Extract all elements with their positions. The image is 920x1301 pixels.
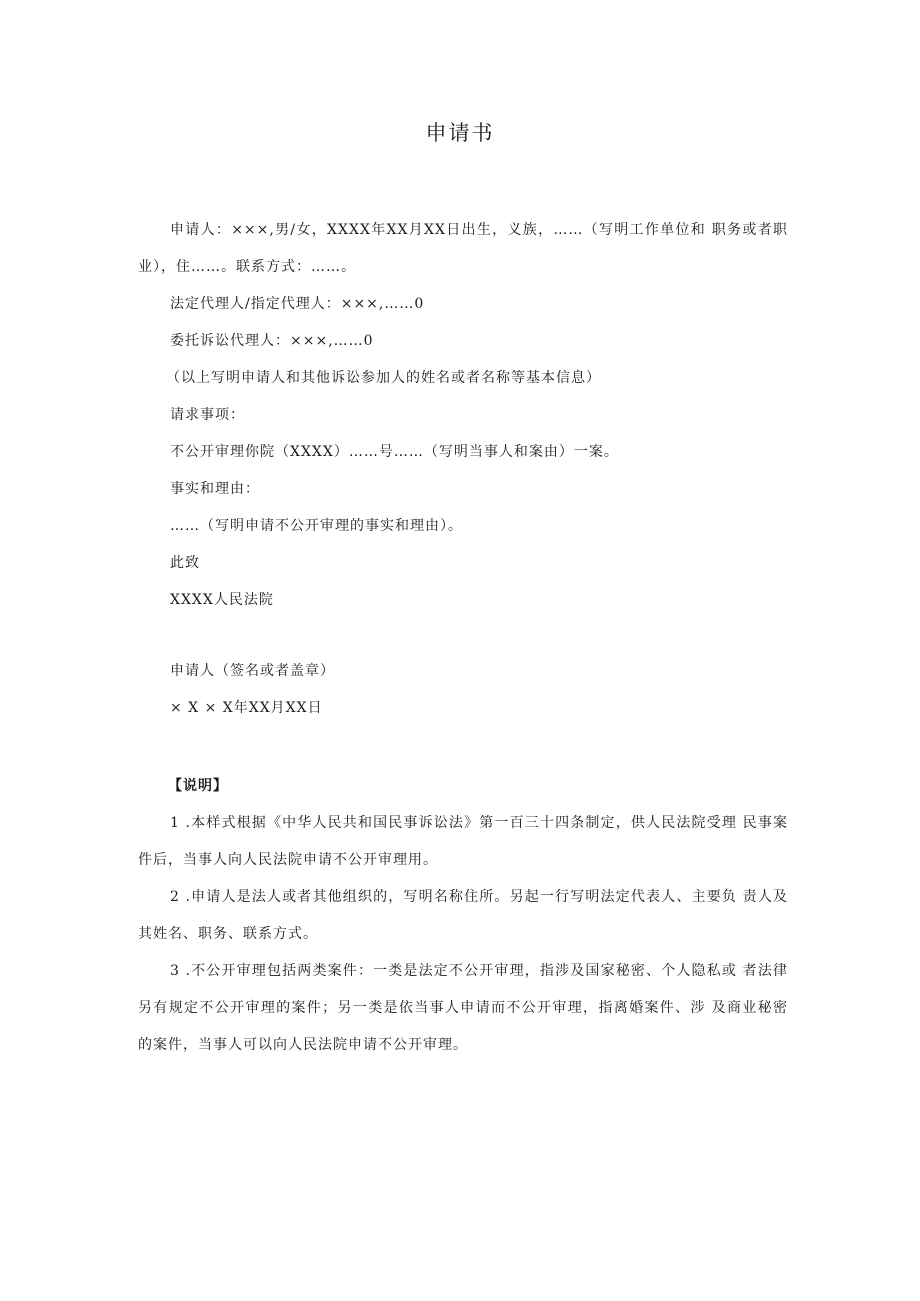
facts-heading: 事实和理由： (170, 481, 260, 497)
signature-line: 申请人（签名或者盖章） (170, 663, 335, 679)
document-body (138, 212, 788, 727)
facts-body: ……（写明申请不公开审理的事实和理由）。 (170, 518, 463, 534)
notes-section (138, 768, 788, 1064)
applicant-paragraph: 申请人：×××,男/女，XXXX年XX月XX日出生，义族，……（写明工作单位和 职务或者职业），住……。联系方式：……。 (138, 222, 788, 275)
notes-heading: 【说明】 (168, 778, 228, 794)
request-heading: 请求事项： (170, 407, 245, 423)
salutation: 此致 (170, 555, 200, 571)
note-item: 2 .申请人是法人或者其他组织的，写明名称住所。另起一行写明法定代表人、主要负 责人及其姓名、职务、联系方式。 (138, 889, 788, 942)
note-item: 3 .不公开审理包括两类案件：一类是法定不公开审理，指涉及国家秘密、个人隐私或 者法律另有规定不公开审理的案件；另一类是依当事人申请而不公开审理，指离婚案件、涉 及商业秘密的案件，当事人可以向人民法院申请不公开审理。 (138, 963, 788, 1053)
request-body: 不公开审理你院（XXXX）……号……（写明当事人和案由）一案。 (170, 444, 619, 460)
document-title: 申请书 (425, 121, 495, 145)
spacer (138, 619, 788, 653)
date-line: × X × X年XX月XX日 (170, 700, 323, 716)
note-item: 1 .本样式根据《中华人民共和国民事诉讼法》第一百三十四条制定，供人民法院受理 民事案件后，当事人向人民法院申请不公开审理用。 (138, 815, 788, 868)
info-note-line: （以上写明申请人和其他诉讼参加人的姓名或者名称等基本信息） (166, 370, 601, 386)
court-name: XXXX人民法院 (170, 592, 274, 608)
entrusted-agent-line: 委托诉讼代理人：×××,……0 (170, 333, 374, 349)
legal-agent-line: 法定代理人/指定代理人：×××,……0 (170, 296, 425, 312)
